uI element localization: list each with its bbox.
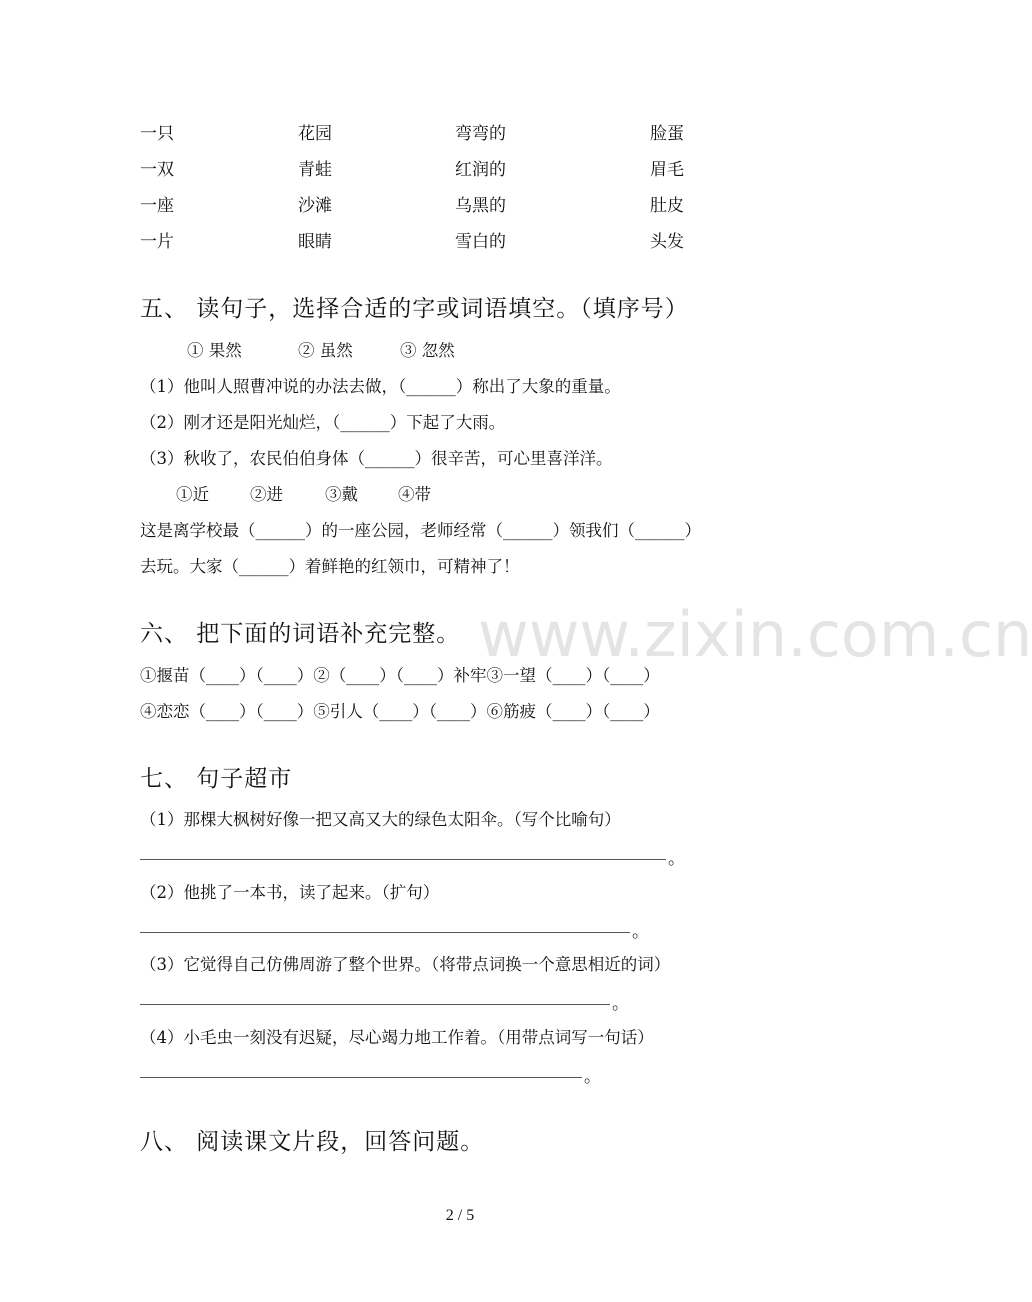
sentence-task-3: （3）它觉得自己仿佛周游了整个世界。（将带点词换一个意思相近的词）	[140, 955, 671, 974]
match-col3-item: 乌黑的	[455, 196, 506, 216]
option-item: ②进	[250, 485, 283, 504]
option-item: ① 果然	[187, 341, 242, 360]
match-col2-item: 眼睛	[298, 232, 332, 252]
watermark: www.zixin.com.cn	[478, 598, 1032, 671]
match-col3-item: 红润的	[455, 160, 506, 180]
answer-line[interactable]	[140, 932, 630, 933]
end-mark: 。	[584, 1067, 601, 1087]
match-col1-item: 一双	[140, 160, 174, 180]
match-col1-item: 一座	[140, 196, 174, 216]
sentence-task-1: （1）那棵大枫树好像一把又高又大的绿色太阳伞。（写个比喻句）	[140, 810, 621, 829]
match-col4-item: 肚皮	[650, 196, 684, 216]
option-item: ③戴	[325, 485, 358, 504]
end-mark: 。	[668, 849, 685, 869]
sentence-task-4: （4）小毛虫一刻没有迟疑，尽心竭力地工作着。（用带点词写一句话）	[140, 1028, 654, 1047]
match-col3-item: 弯弯的	[455, 124, 506, 144]
end-mark: 。	[632, 922, 649, 942]
paragraph-line-2: 去玩。大家（______）着鲜艳的红领巾，可精神了！	[140, 557, 520, 576]
match-col2-item: 青蛙	[298, 160, 332, 180]
match-col2-item: 沙滩	[298, 196, 332, 216]
answer-line[interactable]	[140, 859, 666, 860]
match-col4-item: 头发	[650, 232, 684, 252]
end-mark: 。	[612, 994, 629, 1014]
match-col3-item: 雪白的	[455, 232, 506, 252]
paragraph-line-1: 这是离学校最（______）的一座公园，老师经常（______）领我们（______）	[140, 521, 701, 540]
idiom-row-1: ①揠苗（____）（____）②（____）（____）补牢③一望（____）（____）	[140, 666, 660, 685]
section-6-title: 六、 把下面的词语补充完整。	[140, 621, 461, 647]
idiom-row-2: ④恋恋（____）（____）⑤引人（____）（____）⑥筋疲（____）（____）	[140, 702, 660, 721]
match-col4-item: 脸蛋	[650, 124, 684, 144]
match-col2-item: 花园	[298, 124, 332, 144]
match-col1-item: 一片	[140, 232, 174, 252]
section-5-title: 五、 读句子，选择合适的字或词语填空。（填序号）	[140, 296, 689, 322]
section-8-title: 八、 阅读课文片段，回答问题。	[140, 1129, 485, 1155]
option-item: ④带	[398, 485, 431, 504]
page-number: 2 / 5	[445, 1207, 475, 1224]
match-col1-item: 一只	[140, 124, 174, 144]
question-1: （1）他叫人照曹冲说的办法去做，（______）称出了大象的重量。	[140, 377, 621, 396]
match-col4-item: 眉毛	[650, 160, 684, 180]
answer-line[interactable]	[140, 1004, 610, 1005]
option-item: ①近	[176, 485, 209, 504]
option-item: ③ 忽然	[400, 341, 455, 360]
question-2: （2）刚才还是阳光灿烂，（______）下起了大雨。	[140, 413, 506, 432]
sentence-task-2: （2）他挑了一本书，读了起来。（扩句）	[140, 883, 440, 902]
question-3: （3）秋收了，农民伯伯身体（______）很辛苦，可心里喜洋洋。	[140, 449, 613, 468]
option-item: ② 虽然	[298, 341, 353, 360]
section-7-title: 七、 句子超市	[140, 766, 293, 792]
answer-line[interactable]	[140, 1077, 582, 1078]
